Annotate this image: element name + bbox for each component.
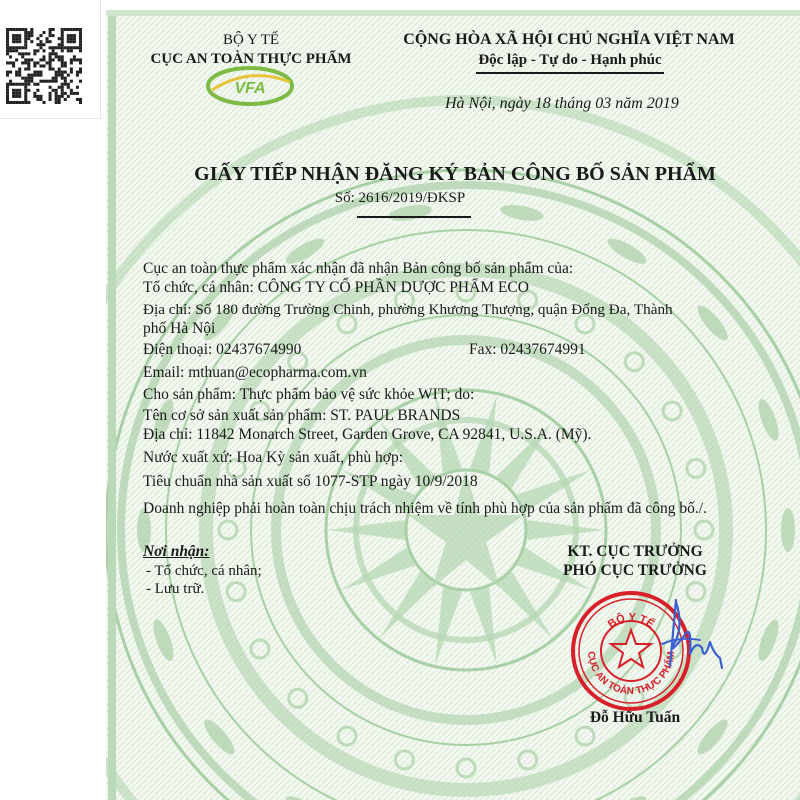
agency-name: CỤC AN TOÀN THỰC PHẨM bbox=[150, 51, 352, 67]
fax-number: Fax: 02437674991 bbox=[469, 341, 586, 358]
organization-address-line2: phố Hà Nội bbox=[143, 320, 216, 337]
manufacturer-standard: Tiêu chuẩn nhà sản xuất số 1077-STP ngày 10/9/2018 bbox=[143, 473, 478, 490]
recipients-heading: Nơi nhận: bbox=[143, 543, 210, 560]
seal-top-text: BỘ Y TẾ bbox=[605, 611, 657, 631]
qr-code-icon bbox=[6, 28, 82, 104]
motto-underline bbox=[476, 72, 664, 74]
signer-name: Đỗ Hữu Tuấn bbox=[589, 709, 681, 726]
document-number: Số: 2616/2019/ĐKSP bbox=[334, 190, 466, 206]
signer-title-1: KT. CỤC TRƯỞNG bbox=[567, 543, 703, 560]
intro-text: Cục an toàn thực phẩm xác nhận đã nhận Bản công bố sản phẩm của: bbox=[143, 260, 574, 277]
logo-text: VFA bbox=[234, 80, 266, 97]
top-border bbox=[106, 10, 800, 16]
document-title: GIẤY TIẾP NHẬN ĐĂNG KÝ BẢN CÔNG BỐ SẢN PHẨM bbox=[194, 163, 716, 185]
organization: Tổ chức, cá nhân: CÔNG TY CỔ PHẦN DƯỢC PHẨM ECO bbox=[143, 279, 529, 296]
vfa-logo-icon bbox=[204, 60, 296, 106]
country-name: CỘNG HÒA XÃ HỘI CHỦ NGHĨA VIỆT NAM bbox=[403, 31, 735, 48]
manufacturer-name: Tên cơ sở sản xuất sản phẩm: ST. PAUL BRANDS bbox=[143, 407, 461, 424]
recipient-item: - Lưu trữ. bbox=[146, 581, 205, 597]
responsibility-statement: Doanh nghiệp phải hoàn toàn chịu trách nhiệm về tính phù hợp của sản phẩm đã công bố./. bbox=[143, 500, 707, 517]
title-underline bbox=[357, 216, 471, 218]
ministry-name: BỘ Y TẾ bbox=[222, 32, 280, 48]
recipient-item: - Tổ chức, cá nhân; bbox=[146, 563, 262, 579]
issue-date: Hà Nội, ngày 18 tháng 03 năm 2019 bbox=[445, 95, 679, 112]
product-name: Cho sản phẩm: Thực phẩm bảo vệ sức khỏe WIT; do: bbox=[143, 386, 475, 403]
handwritten-signature bbox=[640, 596, 730, 686]
organization-address-line1: Địa chỉ: Số 180 đường Trường Chinh, phường Khương Thượng, quận Đống Đa, Thành bbox=[143, 301, 673, 318]
signer-title-2: PHÓ CỤC TRƯỞNG bbox=[563, 562, 707, 579]
left-border bbox=[108, 10, 116, 800]
manufacturer-address: Địa chỉ: 11842 Monarch Street, Garden Grove, CA 92841, U.S.A. (Mỹ). bbox=[143, 426, 592, 443]
country-of-origin: Nước xuất xứ: Hoa Kỳ sản xuất, phù hợp: bbox=[143, 449, 404, 466]
national-motto: Độc lập - Tự do - Hạnh phúc bbox=[478, 52, 662, 68]
phone-number: Điện thoại: 02437674990 bbox=[143, 341, 302, 358]
seal-bottom-text: CỤC AN TOÀN THỰC PHẨM bbox=[584, 650, 678, 698]
email-address: Email: mthuan@ecopharma.com.vn bbox=[143, 364, 367, 381]
